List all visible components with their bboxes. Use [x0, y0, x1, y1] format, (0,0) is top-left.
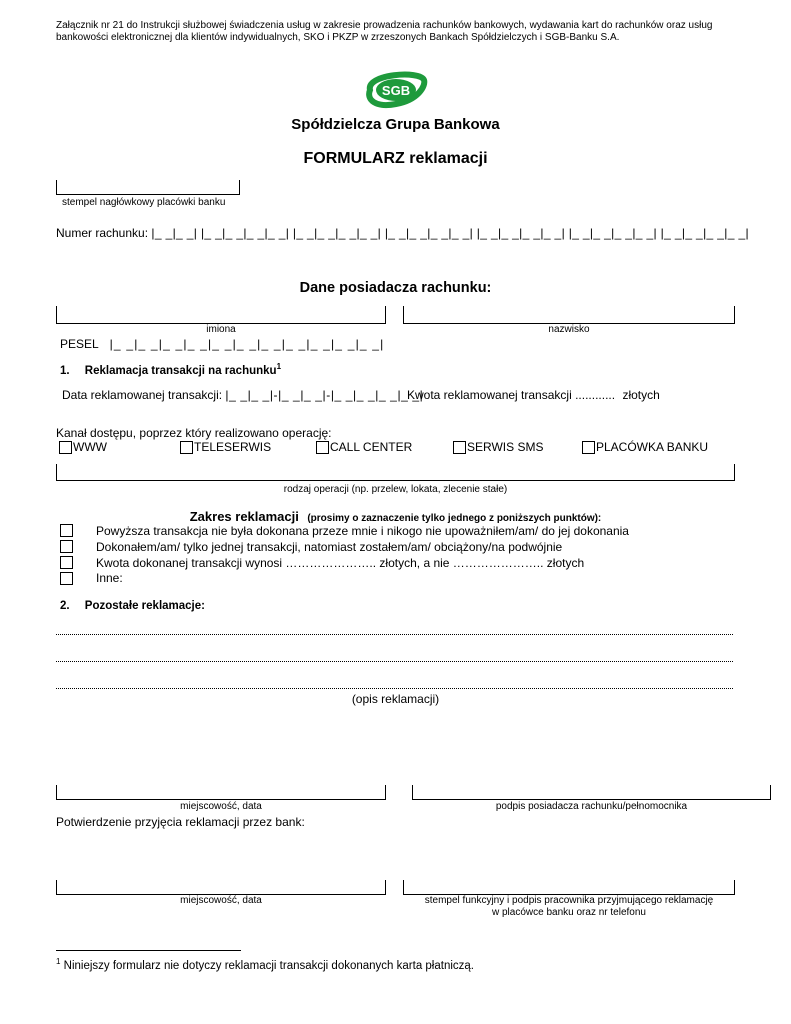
stamp-label: stempel nagłówkowy placówki banku: [62, 197, 226, 208]
option-branch: PLACÓWKA BANKU: [596, 440, 709, 454]
scope-checkbox-2[interactable]: [60, 540, 73, 553]
description-line-3[interactable]: [56, 688, 733, 689]
section1-title: Reklamacja transakcji na rachunku: [84, 364, 277, 377]
footnote: [56, 957, 474, 972]
bank-stamp-label: [403, 895, 735, 919]
scope-option-4: Inne:: [96, 571, 123, 585]
scope-checkbox-4[interactable]: [60, 572, 73, 585]
bank-confirmation-label: Potwierdzenie przyjęcia reklamacji przez bank:: [56, 815, 305, 829]
checkbox-branch[interactable]: [582, 441, 595, 454]
option-teleserwis: TELESERWIS: [194, 440, 272, 454]
transaction-amount-currency: złotych: [622, 388, 660, 402]
section1-heading: [60, 362, 281, 377]
transaction-date-label: Data reklamowanej transakcji:: [62, 388, 223, 402]
scope-option-3: Kwota dokonanej transakcji wynosi ………………….. złotych, a nie ………………….. złotych: [96, 556, 585, 570]
footnote-ref: 1: [276, 362, 282, 371]
option-call-center: CALL CENTER: [330, 440, 413, 454]
bank-stamp-label-line2: w placówce banku oraz nr telefonu: [492, 907, 646, 918]
checkbox-call-center[interactable]: [316, 441, 329, 454]
checkbox-teleserwis[interactable]: [180, 441, 193, 454]
scope-option-2: Dokonałem/am/ tylko jednej transakcji, natomiast zostałem/am/ obciążony/na podwójnie: [96, 540, 563, 554]
section2-title: Pozostałe reklamacje:: [84, 600, 205, 612]
first-names-field[interactable]: [56, 306, 386, 324]
bank-stamp-label-line1: stempel funkcyjny i podpis pracownika przyjmującego reklamację: [424, 895, 714, 906]
transaction-amount-row: [407, 388, 660, 402]
sgb-logo-text: SGB: [381, 83, 411, 98]
attachment-note: [56, 20, 746, 44]
account-number-label: Numer rachunku:: [56, 226, 149, 240]
transaction-date-row: [62, 388, 423, 402]
place-date-field[interactable]: [56, 785, 386, 800]
account-number-mask[interactable]: |_ _|_ _| |_ _|_ _|_ _|_ _| |_ _|_ _|_ _|_ _| |_ _|_ _|_ _|_ _| |_ _|_ _|_ _|_ _| |_ _|_ _|_ _|_ _| |_ _|_ _|_ _|_ _|: [151, 226, 749, 240]
description-line-1[interactable]: [56, 634, 733, 635]
scope-checkbox-3[interactable]: [60, 556, 73, 569]
attachment-note-line2: bankowości elektronicznej dla klientów indywidualnych, SKO i PKZP w zrzeszonych Bankach Spółdzielczych i SGB-Banku S.A.: [56, 32, 620, 43]
surname-field[interactable]: [403, 306, 735, 324]
place-date-label: miejscowość, data: [180, 801, 262, 812]
pesel-mask[interactable]: |_ _|_ _|_ _|_ _|_ _|_ _|_ _|_ _|_ _|_ _|_ _|: [109, 337, 385, 351]
attachment-note-line1: Załącznik nr 21 do Instrukcji służbowej świadczenia usług w zakresie prowadzenia rachunków bankowych, wydawania kart do rachunków oraz usług: [56, 20, 713, 31]
option-www: WWW: [73, 440, 107, 454]
checkbox-www[interactable]: [59, 441, 72, 454]
channel-label: Kanał dostępu, poprzez który realizowano operację:: [56, 426, 332, 440]
description-label: (opis reklamacji): [351, 692, 440, 706]
form-title: FORMULARZ reklamacji: [303, 150, 488, 167]
transaction-date-mask[interactable]: |_ _|_ _|-|_ _|_ _|-|_ _|_ _|_ _|_ _|: [225, 388, 424, 402]
holder-signature-label: podpis posiadacza rachunku/pełnomocnika: [495, 801, 688, 812]
scope-checkbox-1[interactable]: [60, 524, 73, 537]
pesel-label: PESEL: [60, 337, 99, 351]
stamp-field[interactable]: [56, 180, 240, 195]
bank-stamp-field[interactable]: [403, 880, 735, 895]
section2-heading: [60, 600, 205, 612]
sgb-logo: [362, 70, 428, 110]
footnote-text: Niniejszy formularz nie dotyczy reklamacji transakcji dokonanych karta płatniczą.: [63, 959, 474, 972]
brand-name: Spółdzielcza Grupa Bankowa: [291, 116, 500, 133]
footnote-separator: [56, 950, 241, 951]
operation-type-field[interactable]: [56, 464, 735, 481]
holder-heading: Dane posiadacza rachunku:: [299, 280, 492, 296]
scope-option-1: Powyższa transakcja nie była dokonana przeze mnie i nikogo nie upoważniłem/am/ do jej dokonania: [96, 524, 629, 538]
footnote-marker: 1: [56, 957, 61, 966]
scope-note: (prosimy o zaznaczenie tylko jednego z poniższych punktów):: [307, 513, 602, 524]
account-number-row: [56, 226, 749, 240]
section2-number: 2.: [60, 600, 70, 612]
holder-signature-field[interactable]: [412, 785, 771, 800]
checkbox-sms[interactable]: [453, 441, 466, 454]
surname-label: nazwisko: [548, 324, 590, 335]
option-sms: SERWIS SMS: [467, 440, 544, 454]
transaction-amount-label: Kwota reklamowanej transakcji: [407, 388, 572, 402]
description-line-2[interactable]: [56, 661, 733, 662]
operation-type-label: rodzaj operacji (np. przelew, lokata, zlecenie stałe): [283, 484, 508, 495]
first-names-label: imiona: [206, 324, 236, 335]
bank-place-date-field[interactable]: [56, 880, 386, 895]
bank-place-date-label: miejscowość, data: [180, 895, 262, 906]
transaction-amount-dots[interactable]: ............: [575, 388, 616, 402]
pesel-row: [60, 337, 385, 351]
scope-heading: Zakres reklamacji: [189, 509, 299, 524]
section1-number: 1.: [60, 364, 70, 377]
